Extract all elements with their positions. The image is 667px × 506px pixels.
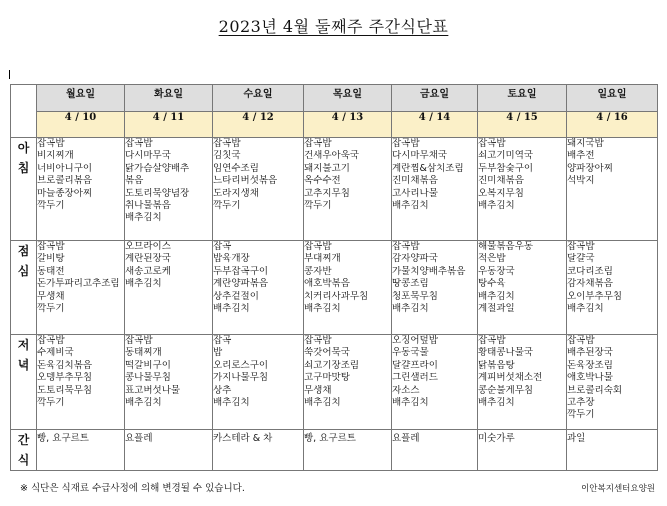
dish-item: 오이부추무침 xyxy=(567,290,623,302)
dish-item: 깍두기 xyxy=(37,200,65,212)
dish-item: 진미채볶음 xyxy=(392,175,438,187)
breakfast-row xyxy=(11,138,658,241)
dish-item: 브로콜리숙회 xyxy=(567,384,623,396)
dinner-cell xyxy=(125,335,213,430)
date-cell: 4 / 10 xyxy=(37,112,125,138)
dish-item: 콩나물무침 xyxy=(125,372,171,384)
dish-item: 감자양파국 xyxy=(392,253,438,265)
snack-cell: 빵, 요구르트 xyxy=(37,430,125,471)
facility-name: 이안복지센터요양원 xyxy=(581,484,655,494)
dish-item: 양파장아찌 xyxy=(567,162,613,174)
dish-item: 배추김치 xyxy=(213,303,250,315)
dish-item: 청포묵무침 xyxy=(392,290,438,302)
lunch-cell xyxy=(37,241,125,335)
dish-item: 쑥갓어묵국 xyxy=(304,347,350,359)
change-notice: ※ 식단은 식재료 수급사정에 의해 변경될 수 있습니다. xyxy=(20,483,245,494)
dish-item: 달걀국 xyxy=(567,253,595,265)
weekly-menu-table xyxy=(10,84,658,471)
dish-item: 애호박나물 xyxy=(567,372,613,384)
dinner-cell xyxy=(392,335,478,430)
meal-label-char: 침 xyxy=(17,161,30,175)
dish-item: 잡곡밥 xyxy=(567,335,595,346)
dish-item: 돼지불고기 xyxy=(304,162,350,174)
dish-item: 계란된장국 xyxy=(125,253,171,265)
breakfast-cell xyxy=(478,138,567,241)
lunch-cell xyxy=(567,241,658,335)
dish-item: 배추김치 xyxy=(304,303,341,315)
dish-item: 오리로스구이 xyxy=(213,359,269,371)
dish-item: 동태전 xyxy=(37,265,65,277)
dish-item: 잡곡밥 xyxy=(125,335,153,346)
dish-item: 건새우아욱국 xyxy=(304,150,360,162)
dish-item: 땅콩조림 xyxy=(392,278,429,290)
dish-item: 도토리묵무침 xyxy=(37,384,93,396)
dish-item: 잡곡밥 xyxy=(304,241,332,252)
dish-item: 감자채볶음 xyxy=(567,278,613,290)
day-header: 금요일 xyxy=(392,85,478,112)
dish-item: 배추김치 xyxy=(304,397,341,409)
dish-item: 가물치양배추볶음 xyxy=(392,265,466,277)
day-header: 일요일 xyxy=(567,85,658,112)
date-cell: 4 / 14 xyxy=(392,112,478,138)
dish-item: 닭가슴살양배추 xyxy=(125,162,190,174)
dish-item: 잡곡밥 xyxy=(37,138,65,149)
meal-label-char: 녁 xyxy=(17,358,30,372)
dish-item: 오징어덮밥 xyxy=(392,335,438,346)
breakfast-cell xyxy=(392,138,478,241)
dish-item: 다시마무채국 xyxy=(392,150,448,162)
dish-item: 볶음 xyxy=(125,175,144,187)
day-header: 토요일 xyxy=(478,85,567,112)
meal-label-char: 식 xyxy=(17,453,30,467)
dish-item: 브로콜리볶음 xyxy=(37,175,93,187)
corner-cell xyxy=(11,85,37,138)
dish-item: 상추겉절이 xyxy=(213,290,259,302)
dish-item: 갈비탕 xyxy=(37,253,65,265)
date-row xyxy=(11,112,658,138)
dish-item: 옥수수전 xyxy=(304,175,341,187)
dish-item: 도라지생채 xyxy=(213,187,259,199)
dish-item: 부대찌개 xyxy=(304,253,341,265)
dish-item: 깍두기 xyxy=(304,200,332,212)
breakfast-cell xyxy=(213,138,304,241)
dish-item: 김칫국 xyxy=(213,150,241,162)
text-cursor xyxy=(9,70,10,79)
dish-item: 잡곡밥 xyxy=(478,335,506,346)
date-cell: 4 / 15 xyxy=(478,112,567,138)
snack-cell: 카스테라 & 차 xyxy=(213,430,304,471)
dish-item: 잡곡밥 xyxy=(392,138,420,149)
dish-item: 잡곡밥 xyxy=(125,138,153,149)
dish-item: 배추김치 xyxy=(567,303,604,315)
lunch-label xyxy=(11,241,37,335)
day-header: 수요일 xyxy=(213,85,304,112)
dish-item: 잡곡밥 xyxy=(213,138,241,149)
snack-cell: 요플레 xyxy=(392,430,478,471)
breakfast-cell xyxy=(37,138,125,241)
dish-item: 배추김치 xyxy=(478,397,515,409)
dish-item: 고추지무침 xyxy=(304,187,350,199)
dish-item: 두부잡곡구이 xyxy=(213,265,269,277)
dish-item: 오뎅부추무침 xyxy=(37,372,93,384)
dish-item: 배추된장국 xyxy=(567,347,613,359)
dish-item: 황태콩나물국 xyxy=(478,347,534,359)
dish-item: 계란찜&삼치조림 xyxy=(392,162,464,174)
dinner-cell xyxy=(37,335,125,430)
date-cell: 4 / 11 xyxy=(125,112,213,138)
breakfast-cell xyxy=(125,138,213,241)
dish-item: 오복지무침 xyxy=(478,187,524,199)
lunch-cell xyxy=(125,241,213,335)
meal-label-char: 간 xyxy=(17,433,30,447)
lunch-row xyxy=(11,241,658,335)
dish-item: 잡곡밥 xyxy=(37,335,65,346)
dish-item: 다시마무국 xyxy=(125,150,171,162)
dish-item: 적은밥 xyxy=(478,253,506,265)
breakfast-cell xyxy=(567,138,658,241)
dish-item: 두부참숯구이 xyxy=(478,162,534,174)
dish-item: 잡곡밥 xyxy=(304,335,332,346)
dish-item: 탕수육 xyxy=(478,278,506,290)
dish-item: 상추 xyxy=(213,384,232,396)
dish-item: 잡곡밥 xyxy=(37,241,65,252)
lunch-cell xyxy=(478,241,567,335)
dish-item: 배추김치 xyxy=(478,200,515,212)
dish-item: 취나물볶음 xyxy=(125,200,171,212)
dish-item: 밥 xyxy=(213,347,223,359)
dish-item: 깍두기 xyxy=(213,200,241,212)
dinner-cell xyxy=(478,335,567,430)
meal-label-char: 아 xyxy=(17,141,30,155)
dish-item: 잡곡밥 xyxy=(392,241,420,252)
dish-item: 깍두기 xyxy=(567,409,595,421)
dish-item: 배추김치 xyxy=(392,303,429,315)
dish-item: 해물볶음우동 xyxy=(478,241,534,252)
dish-item: 코다리조림 xyxy=(567,265,613,277)
date-cell: 4 / 13 xyxy=(304,112,392,138)
dish-item: 표고버섯나물 xyxy=(125,384,181,396)
dish-item: 떡갈비구이 xyxy=(125,359,171,371)
dish-item: 애호박볶음 xyxy=(304,278,350,290)
dish-item: 수제비국 xyxy=(37,347,74,359)
dish-item: 배추김치 xyxy=(125,278,162,290)
dish-item: 콩순불게무침 xyxy=(478,384,534,396)
dinner-cell xyxy=(567,335,658,430)
dish-item: 콩자반 xyxy=(304,265,332,277)
dinner-cell xyxy=(213,335,304,430)
dish-item: 그린샐러드 xyxy=(392,372,438,384)
dish-item: 쇠고기미역국 xyxy=(478,150,534,162)
dish-item: 석박지 xyxy=(567,175,595,187)
dish-item: 계란양파볶음 xyxy=(213,278,269,290)
dish-item: 마늘종장아찌 xyxy=(37,187,93,199)
dish-item: 돈육김치볶음 xyxy=(37,359,93,371)
date-cell: 4 / 12 xyxy=(213,112,304,138)
dish-item: 닭볶음탕 xyxy=(478,359,515,371)
dish-item: 우동장국 xyxy=(478,265,515,277)
dish-item: 치커리사과무침 xyxy=(304,290,369,302)
dish-item: 비지찌개 xyxy=(37,150,74,162)
day-header-row xyxy=(11,85,658,112)
dish-item: 우동국물 xyxy=(392,347,429,359)
dish-item: 깍두기 xyxy=(37,303,65,315)
dish-item: 자소스 xyxy=(392,384,420,396)
dish-item: 동태찌개 xyxy=(125,347,162,359)
dish-item: 쇠고기장조림 xyxy=(304,359,360,371)
dish-item: 너비아니구이 xyxy=(37,162,93,174)
dish-item: 고추장 xyxy=(567,397,595,409)
dish-item: 잡곡밥 xyxy=(567,241,595,252)
snack-cell: 빵, 요구르트 xyxy=(304,430,392,471)
day-header: 월요일 xyxy=(37,85,125,112)
dish-item: 깍두기 xyxy=(37,397,65,409)
dish-item: 무생채 xyxy=(37,290,65,302)
dish-item: 돈가투파리고추조림 xyxy=(37,278,120,290)
dish-item: 잡곡밥 xyxy=(478,138,506,149)
meal-label-char: 점 xyxy=(17,244,30,258)
dinner-row xyxy=(11,335,658,430)
breakfast-label xyxy=(11,138,37,241)
dish-item: 오므라이스 xyxy=(125,241,171,252)
lunch-cell xyxy=(392,241,478,335)
dish-item: 잡곡 xyxy=(213,335,232,346)
snack-row xyxy=(11,430,658,471)
dish-item: 배추김치 xyxy=(392,200,429,212)
snack-label xyxy=(11,430,37,471)
dish-item: 무생채 xyxy=(304,384,332,396)
dish-item: 배추김치 xyxy=(125,397,162,409)
dish-item: 임연수조림 xyxy=(213,162,259,174)
meal-label-char: 심 xyxy=(17,264,30,278)
snack-cell: 요플레 xyxy=(125,430,213,471)
dish-item: 배추김치 xyxy=(125,212,162,224)
dish-item: 고사리나물 xyxy=(392,187,438,199)
dish-item: 느타리버섯볶음 xyxy=(213,175,278,187)
dish-item: 돼지국밥 xyxy=(567,138,604,149)
dish-item: 배추김치 xyxy=(478,290,515,302)
breakfast-cell xyxy=(304,138,392,241)
dish-item: 고구마맛탕 xyxy=(304,372,350,384)
menu-title: 2023년 4월 둘째주 주간식단표 xyxy=(218,17,449,36)
dish-item: 잡곡 xyxy=(213,241,232,252)
dish-item: 돈육장조림 xyxy=(567,359,613,371)
dish-item: 배추김치 xyxy=(213,397,250,409)
dish-item: 잡곡밥 xyxy=(304,138,332,149)
snack-cell: 미숫가루 xyxy=(478,430,567,471)
lunch-cell xyxy=(304,241,392,335)
meal-label-char: 저 xyxy=(17,338,30,352)
dish-item: 밥육개장 xyxy=(213,253,250,265)
dish-item: 새송고로케 xyxy=(125,265,171,277)
dish-item: 계피버섯채소전 xyxy=(478,372,543,384)
dish-item: 배추전 xyxy=(567,150,595,162)
dish-item: 달걀프라이 xyxy=(392,359,438,371)
dish-item: 배추김치 xyxy=(392,397,429,409)
dish-item: 진미채볶음 xyxy=(478,175,524,187)
lunch-cell xyxy=(213,241,304,335)
day-header: 화요일 xyxy=(125,85,213,112)
day-header: 목요일 xyxy=(304,85,392,112)
dish-item: 가지나물무침 xyxy=(213,372,269,384)
dish-item: 도토리묵양념장 xyxy=(125,187,190,199)
dinner-label xyxy=(11,335,37,430)
snack-cell: 과일 xyxy=(567,430,658,471)
date-cell: 4 / 16 xyxy=(567,112,658,138)
dinner-cell xyxy=(304,335,392,430)
dish-item: 계절과일 xyxy=(478,303,515,315)
